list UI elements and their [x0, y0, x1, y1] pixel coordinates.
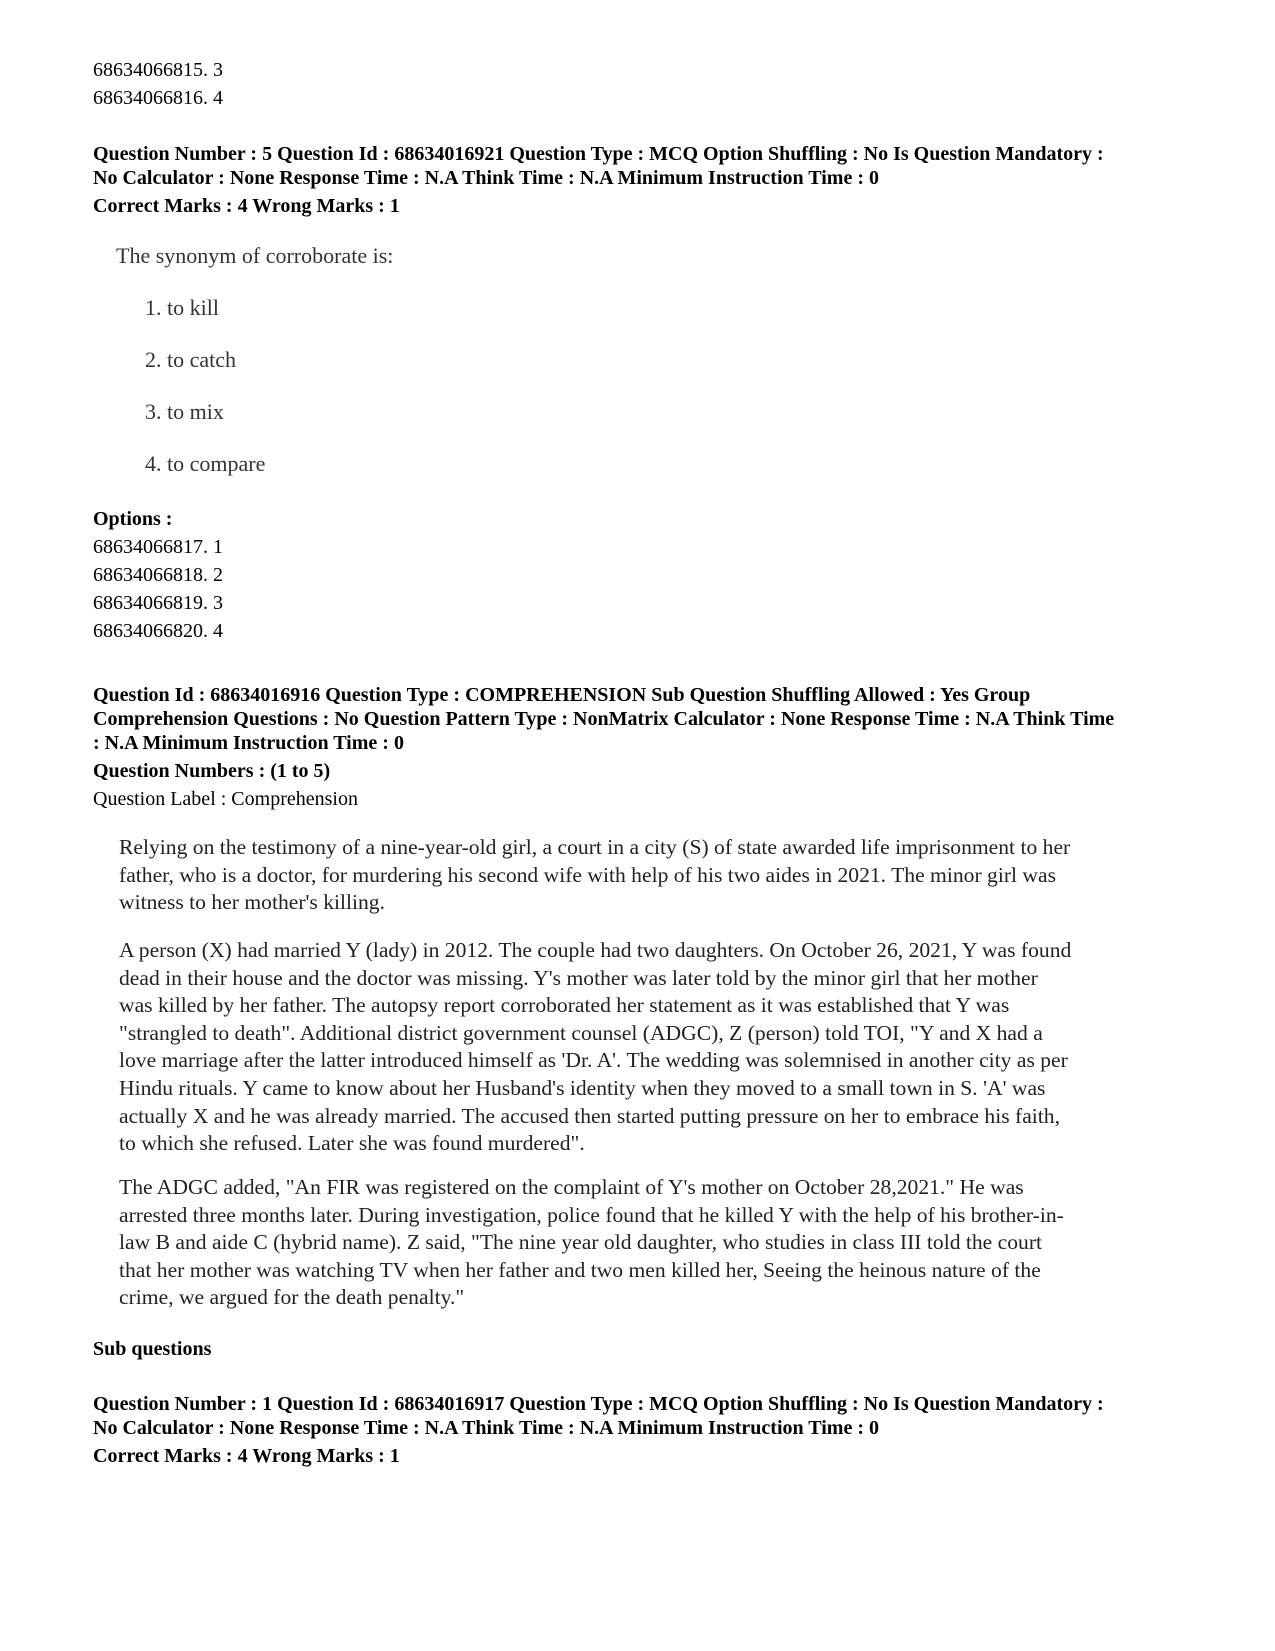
passage-line: that her mother was watching TV when her father and two men killed her, Seeing the heinous nature of the — [119, 1257, 1041, 1282]
passage-line: A person (X) had married Y (lady) in 2012. The couple had two daughters. On October 26, 2021, Y was found — [119, 938, 1072, 962]
question-label: Question Label : Comprehension — [93, 788, 358, 810]
option-line: 68634066819. 3 — [93, 592, 223, 614]
comprehension-header — [93, 683, 1183, 811]
comprehension-passage — [119, 1174, 1199, 1312]
passage-line: Hindu rituals. Y came to know about her Husband's identity when they moved to a small town in S. 'A' was — [119, 1075, 1046, 1100]
option-line: 68634066820. 4 — [93, 620, 223, 642]
question-5-stem — [116, 242, 393, 270]
question-meta-line: : N.A Minimum Instruction Time : 0 — [93, 732, 404, 754]
passage-line: was killed by her father. The autopsy report corroborated her statement as it was established that Y was — [119, 993, 1010, 1018]
question-meta-line: Question Id : 68634016916 Question Type : COMPREHENSION Sub Question Shuffling Allowed : Yes Group — [93, 684, 1031, 706]
question-meta-line: No Calculator : None Response Time : N.A Think Time : N.A Minimum Instruction Time : 0 — [93, 1417, 879, 1439]
comprehension-passage — [119, 937, 1199, 1158]
option-line: 68634066815. 3 — [93, 59, 223, 81]
passage-paragraph — [119, 937, 1199, 1158]
option-line: 68634066817. 1 — [93, 536, 223, 558]
choice-item: 4. to compare — [145, 451, 266, 476]
question-stem-text: The synonym of corroborate is: — [116, 243, 394, 268]
passage-line: arrested three months later. During investigation, police found that he killed Y with the help of his brother-in- — [119, 1202, 1064, 1227]
passage-paragraph — [119, 834, 1199, 917]
question-meta-line: Question Number : 1 Question Id : 68634016917 Question Type : MCQ Option Shuffling : No Is Question Mandatory : — [93, 1393, 1104, 1415]
passage-line: "strangled to death". Additional district government counsel (ADGC), Z (person) told TOI, "Y and X had a — [119, 1020, 1043, 1045]
question-marks: Correct Marks : 4 Wrong Marks : 1 — [93, 195, 400, 217]
passage-line: to which she refused. Later she was found murdered". — [119, 1131, 585, 1156]
question-meta-line: Comprehension Questions : No Question Pattern Type : NonMatrix Calculator : None Response Time : N.A Think Time — [93, 708, 1115, 730]
question-numbers: Question Numbers : (1 to 5) — [93, 760, 331, 782]
question-meta-line: No Calculator : None Response Time : N.A Think Time : N.A Minimum Instruction Time : 0 — [93, 167, 879, 189]
option-line: 68634066816. 4 — [93, 87, 223, 109]
choice-item: 2. to catch — [145, 347, 237, 372]
question-5-choices — [145, 294, 265, 478]
choice-item: 1. to kill — [145, 295, 219, 320]
passage-line: father, who is a doctor, for murdering his second wife with help of his two aides in 2021. The minor girl was — [119, 862, 1057, 887]
previous-options — [93, 58, 1183, 110]
passage-line: crime, we argued for the death penalty." — [119, 1285, 465, 1310]
passage-line: law B and aide C (hybrid name). Z said, "The nine year old daughter, who studies in class III told the court — [119, 1230, 1043, 1255]
passage-line: dead in their house and the doctor was missing. Y's mother was later told by the minor girl that her mother — [119, 965, 1038, 990]
choice-item: 3. to mix — [145, 399, 224, 424]
passage-line: The ADGC added, "An FIR was registered on the complaint of Y's mother on October 28,2021." He was — [119, 1175, 1024, 1199]
passage-line: love marriage after the latter introduced himself as 'Dr. A'. The wedding was solemnised in another city as per — [119, 1048, 1068, 1073]
passage-line: Relying on the testimony of a nine-year-old girl, a court in a city (S) of state awarded life imprisonment to her — [119, 835, 1071, 859]
question-5-header — [93, 142, 1183, 218]
passage-paragraph — [119, 1174, 1199, 1312]
question-5-options — [93, 507, 1183, 643]
sub-questions-heading — [93, 1337, 1183, 1361]
option-line: 68634066818. 2 — [93, 564, 223, 586]
passage-line: witness to her mother's killing. — [119, 890, 385, 915]
question-marks: Correct Marks : 4 Wrong Marks : 1 — [93, 1445, 400, 1467]
comprehension-passage — [119, 834, 1199, 917]
passage-line: actually X and he was already married. The accused then started putting pressure on her to embrace his faith, — [119, 1103, 1060, 1128]
options-label: Options : — [93, 508, 173, 530]
question-1-header — [93, 1392, 1183, 1468]
question-meta-line: Question Number : 5 Question Id : 68634016921 Question Type : MCQ Option Shuffling : No Is Question Mandatory : — [93, 143, 1104, 165]
sub-questions-label: Sub questions — [93, 1338, 212, 1360]
